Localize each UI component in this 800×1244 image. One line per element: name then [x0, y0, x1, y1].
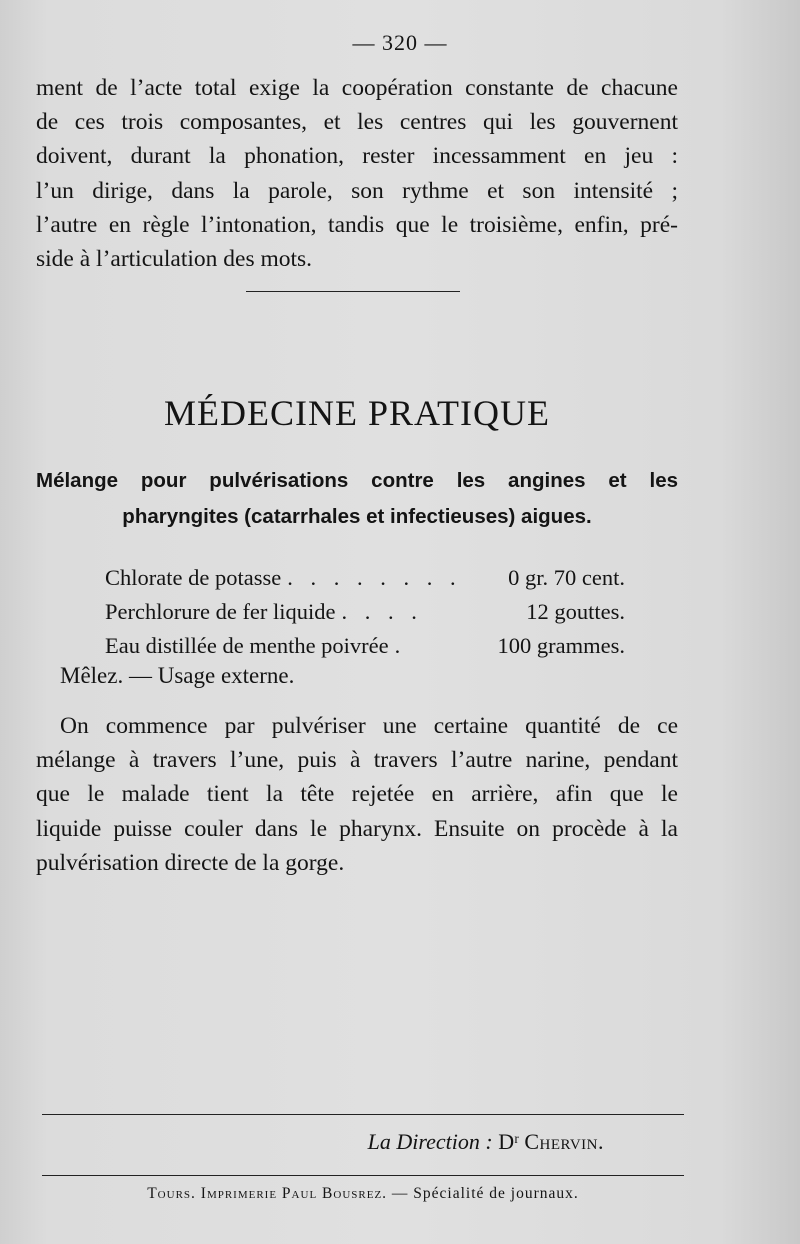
printer-imprint	[0, 1185, 726, 1203]
printer-separator: —	[391, 1185, 409, 1202]
ingredient-name: Perchlorure de fer liquide	[105, 599, 336, 624]
leader-dots: .	[394, 633, 407, 658]
paragraph-procedure	[36, 709, 678, 880]
footer-rule-bottom	[42, 1175, 684, 1176]
ingredient-row	[105, 629, 625, 663]
ingredient-row	[105, 561, 625, 595]
ingredient-quantity: 0 gr. 70 cent.	[508, 565, 625, 590]
ingredient-name: Eau distillée de menthe poivrée	[105, 633, 389, 658]
section-title: MÉDECINE PRATIQUE	[164, 393, 550, 433]
page-number: — 320 —	[352, 30, 448, 55]
paragraph-line: l’un dirige, dans la parole, son rythme et son intensité ;	[36, 177, 678, 204]
ingredient-list	[105, 561, 625, 663]
paragraph-line: pulvérisation directe de la gorge.	[36, 849, 345, 876]
signature	[368, 1129, 604, 1155]
ingredient-name: Chlorate de potasse	[105, 565, 282, 590]
paragraph-line: mélange à travers l’une, puis à travers l’autre narine, pendant	[36, 747, 678, 774]
printer-speciality: Spécialité de journaux.	[413, 1185, 579, 1202]
ingredient-quantity: 100 grammes.	[497, 633, 625, 658]
paragraph-line: On commence par pulvériser une certaine quantité de ce	[60, 713, 678, 739]
paragraph-line: ment de l’acte total exige la coopération constante de chacune	[36, 75, 678, 101]
signature-name: Chervin.	[524, 1129, 604, 1154]
paragraph-line: que le malade tient la tête rejetée en arrière, afin que le	[36, 781, 678, 808]
formula-title-line: pharyngites (catarrhales et infectieuses) aigues.	[122, 505, 592, 528]
formula-title-line: Mélange pour pulvérisations contre les angines et les	[36, 469, 678, 492]
signature-label: La Direction :	[367, 1129, 493, 1154]
paragraph-line: de ces trois composantes, et les centres qui les gouvernent	[36, 109, 678, 136]
section-divider	[246, 291, 460, 292]
ingredient-quantity: 12 gouttes.	[526, 599, 625, 624]
paragraph-line: side à l’articulation des mots.	[36, 246, 313, 273]
formula-title	[36, 463, 678, 535]
usage-instructions: Mêlez. — Usage externe.	[60, 663, 295, 688]
paragraph-line: doivent, durant la phonation, rester incessamment en jeu :	[36, 143, 678, 170]
signature-title: Dʳ	[498, 1129, 519, 1154]
printer-name: Imprimerie Paul Bousrez.	[200, 1185, 388, 1202]
paragraph-phonation	[36, 71, 678, 276]
paragraph-line: liquide puisse couler dans le pharynx. Ensuite on procède à la	[36, 815, 678, 842]
printer-city: Tours.	[147, 1185, 196, 1202]
paragraph-line: l’autre en règle l’intonation, tandis que le troisième, enfin, pré-	[36, 211, 678, 238]
ingredient-row	[105, 595, 625, 629]
footer-rule-top	[42, 1114, 684, 1115]
leader-dots: . . . .	[341, 599, 423, 624]
leader-dots: . . . . . . . .	[287, 565, 462, 590]
